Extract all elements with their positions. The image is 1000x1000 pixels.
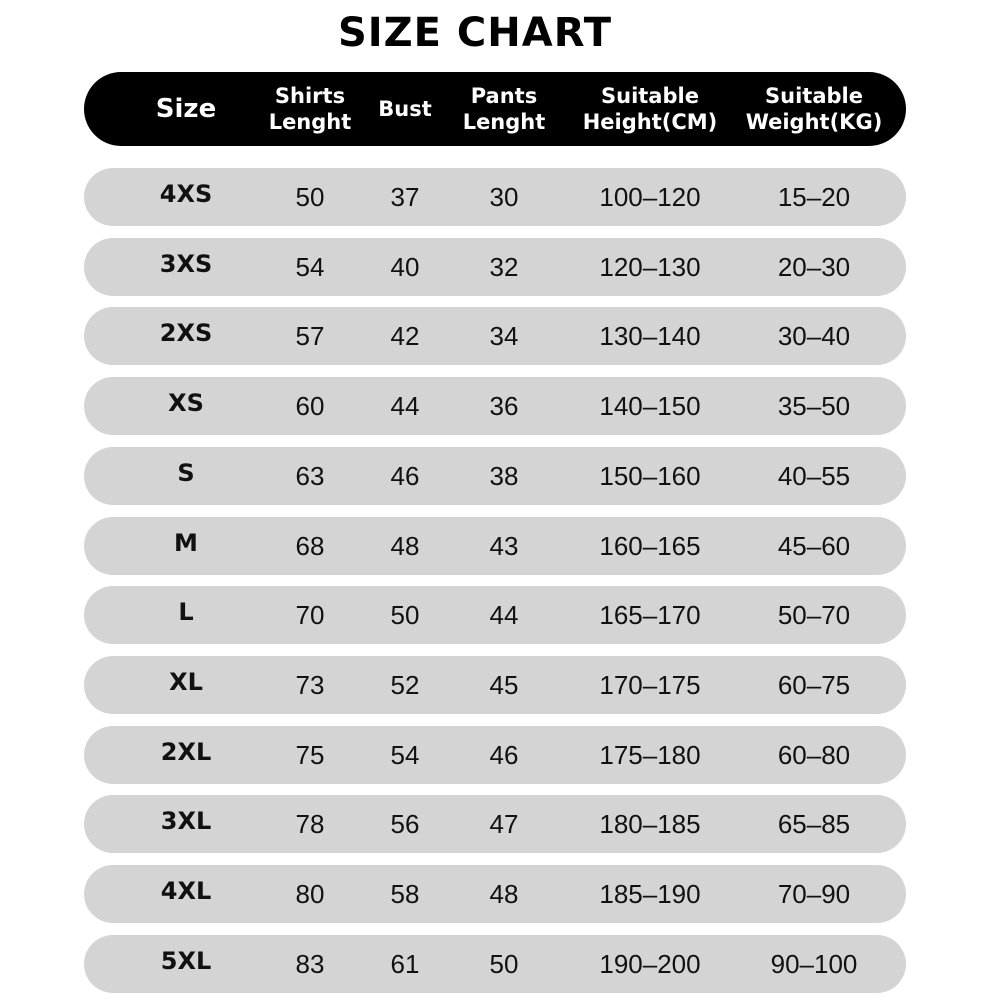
cell-weight: 90–100 xyxy=(770,948,858,979)
cell-shirts-length: 75 xyxy=(295,739,325,770)
cell-pants-length: 44 xyxy=(489,599,519,630)
cell-bust: 40 xyxy=(390,251,420,282)
cell-size: S xyxy=(177,459,195,487)
cell-pants-length: 34 xyxy=(489,320,519,351)
cell-size: M xyxy=(174,529,198,557)
cell-height: 190–200 xyxy=(599,948,701,979)
cell-size: 5XL xyxy=(160,947,212,975)
cell-height: 120–130 xyxy=(599,251,701,282)
cell-bust: 56 xyxy=(390,808,420,839)
cell-pants-length: 46 xyxy=(489,739,519,770)
cell-size: XS xyxy=(168,389,204,417)
table-row xyxy=(84,865,906,923)
cell-size: 3XS xyxy=(159,250,213,278)
cell-size: 2XL xyxy=(160,738,212,766)
cell-height: 150–160 xyxy=(599,460,701,491)
header-size xyxy=(126,72,246,146)
cell-height: 160–165 xyxy=(599,530,701,561)
cell-height: 185–190 xyxy=(599,878,701,909)
cell-shirts-length: 60 xyxy=(295,390,325,421)
table-row xyxy=(84,656,906,714)
cell-pants-length: 47 xyxy=(489,808,519,839)
cell-pants-length: 48 xyxy=(489,878,519,909)
cell-weight: 50–70 xyxy=(777,599,851,630)
cell-shirts-length: 50 xyxy=(295,181,325,212)
cell-bust: 44 xyxy=(390,390,420,421)
page-title: SIZE CHART xyxy=(337,10,613,56)
cell-pants-length: 32 xyxy=(489,251,519,282)
cell-shirts-length: 63 xyxy=(295,460,325,491)
cell-height: 100–120 xyxy=(599,181,701,212)
cell-height: 175–180 xyxy=(599,739,701,770)
cell-shirts-length: 83 xyxy=(295,948,325,979)
cell-shirts-length: 70 xyxy=(295,599,325,630)
cell-shirts-length: 80 xyxy=(295,878,325,909)
cell-bust: 50 xyxy=(390,599,420,630)
table-row xyxy=(84,447,906,505)
cell-weight: 65–85 xyxy=(777,808,851,839)
cell-weight: 60–75 xyxy=(777,669,851,700)
cell-size: L xyxy=(178,598,194,626)
table-row xyxy=(84,238,906,296)
table-row xyxy=(84,517,906,575)
cell-pants-length: 43 xyxy=(489,530,519,561)
cell-height: 170–175 xyxy=(599,669,701,700)
cell-pants-length: 38 xyxy=(489,460,519,491)
cell-height: 165–170 xyxy=(599,599,701,630)
cell-weight: 15–20 xyxy=(777,181,851,212)
cell-shirts-length: 57 xyxy=(295,320,325,351)
cell-pants-length: 36 xyxy=(489,390,519,421)
header-pants-line2: Lenght xyxy=(462,110,546,134)
cell-height: 140–150 xyxy=(599,390,701,421)
cell-height: 180–185 xyxy=(599,808,701,839)
cell-weight: 70–90 xyxy=(777,878,851,909)
cell-weight: 60–80 xyxy=(777,739,851,770)
cell-shirts-length: 68 xyxy=(295,530,325,561)
header-suitable-weight xyxy=(736,72,892,146)
header-shirts-line2: Lenght xyxy=(268,110,352,134)
cell-bust: 54 xyxy=(390,739,420,770)
header-shirts-line1: Shirts xyxy=(274,84,346,108)
cell-shirts-length: 78 xyxy=(295,808,325,839)
cell-bust: 48 xyxy=(390,530,420,561)
cell-bust: 58 xyxy=(390,878,420,909)
table-row xyxy=(84,586,906,644)
cell-shirts-length: 54 xyxy=(295,251,325,282)
header-weight-line2: Weight(KG) xyxy=(745,110,883,134)
cell-weight: 30–40 xyxy=(777,320,851,351)
table-row xyxy=(84,168,906,226)
cell-size: 3XL xyxy=(160,807,212,835)
table-row xyxy=(84,726,906,784)
header-pants-line1: Pants xyxy=(470,84,538,108)
cell-pants-length: 45 xyxy=(489,669,519,700)
table-row xyxy=(84,795,906,853)
cell-shirts-length: 73 xyxy=(295,669,325,700)
cell-bust: 37 xyxy=(390,181,420,212)
table-row xyxy=(84,307,906,365)
cell-weight: 40–55 xyxy=(777,460,851,491)
cell-bust: 61 xyxy=(390,948,420,979)
cell-weight: 35–50 xyxy=(777,390,851,421)
cell-pants-length: 50 xyxy=(489,948,519,979)
cell-size: 2XS xyxy=(159,319,213,347)
header-weight-line1: Suitable xyxy=(765,84,863,108)
header-height-line1: Suitable xyxy=(601,84,699,108)
cell-size: XL xyxy=(169,668,203,696)
cell-size: 4XL xyxy=(160,877,212,905)
header-bust-label: Bust xyxy=(378,97,432,121)
table-row xyxy=(84,935,906,993)
cell-bust: 52 xyxy=(390,669,420,700)
header-size-label: Size xyxy=(155,94,217,124)
header-height-line2: Height(CM) xyxy=(582,110,718,134)
header-pants-length xyxy=(444,72,564,146)
cell-pants-length: 30 xyxy=(489,181,519,212)
cell-bust: 42 xyxy=(390,320,420,351)
cell-bust: 46 xyxy=(390,460,420,491)
cell-height: 130–140 xyxy=(599,320,701,351)
cell-weight: 20–30 xyxy=(777,251,851,282)
table-row xyxy=(84,377,906,435)
table-header xyxy=(84,72,906,146)
cell-size: 4XS xyxy=(159,180,213,208)
cell-weight: 45–60 xyxy=(777,530,851,561)
header-suitable-height xyxy=(570,72,730,146)
